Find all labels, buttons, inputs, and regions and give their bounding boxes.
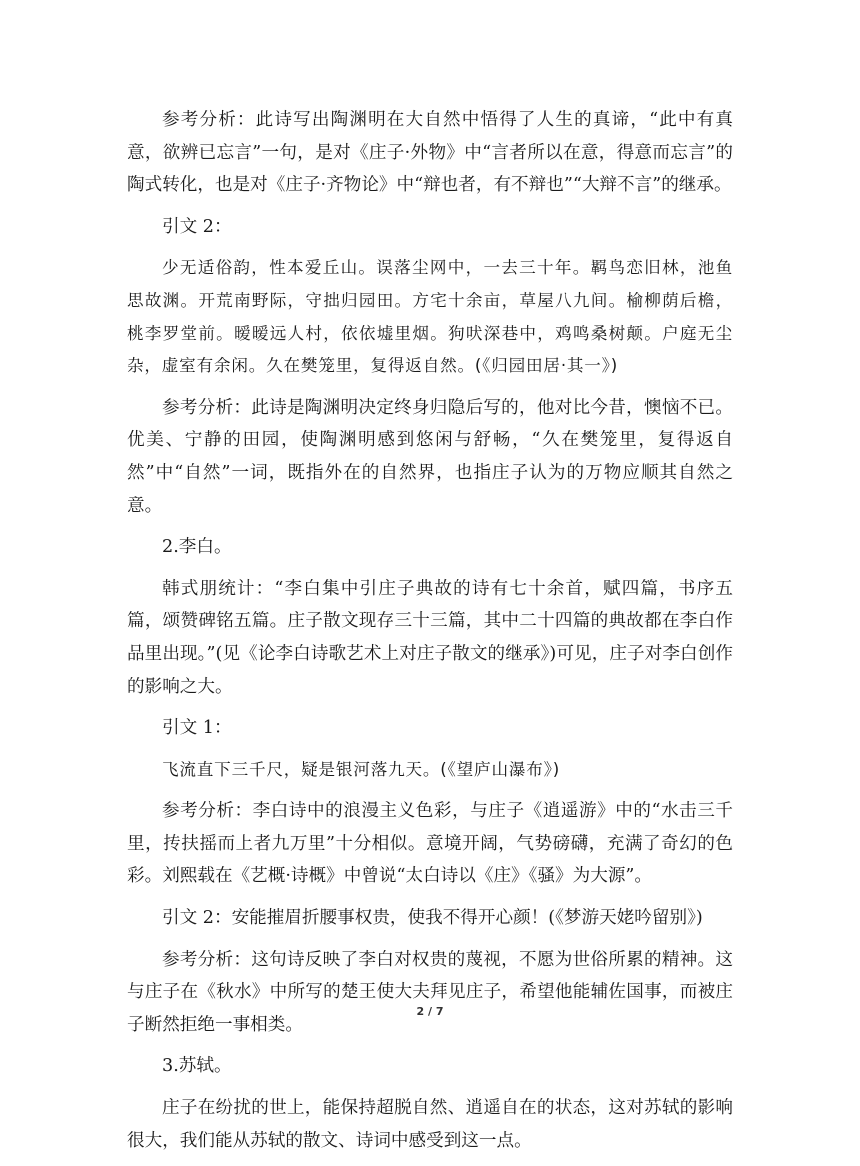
quote-heading: 引文 1：	[162, 718, 232, 739]
section-heading: 2.李白。	[162, 537, 232, 558]
quote-line: 引文 2：安能摧眉折腰事权贵，使我不得开心颜！(《梦游天姥吟留别》)	[162, 908, 703, 929]
analysis-paragraph: 参考分析：李白诗中的浪漫主义色彩，与庄子《逍遥游》中的“水击三千里，抟扶摇而上者九万里”十分相似。意境开阔，气势磅礴，充满了奇幻的色彩。刘熙载在《艺概·诗概》中曾说“太白诗以《庄》《骚》为大源”。	[127, 801, 733, 887]
body-paragraph: 庄子在纷扰的世上，能保持超脱自然、逍遥自在的状态，这对苏轼的影响很大，我们能从苏轼的散文、诗词中感受到这一点。	[127, 1098, 733, 1151]
section-heading: 3.苏轼。	[162, 1056, 232, 1077]
quote-heading: 引文 2：	[162, 216, 232, 237]
poem-quote: 飞流直下三千尺，疑是银河落九天。(《望庐山瀑布》)	[162, 759, 561, 779]
analysis-paragraph: 参考分析：这句诗反映了李白对权贵的蔑视，不愿为世俗所累的精神。这与庄子在《秋水》中所写的楚王使大夫拜见庄子，希望他能辅佐国事，而被庄子断然拒绝一事相类。	[127, 949, 733, 1035]
analysis-paragraph: 参考分析：此诗是陶渊明决定终身归隐后写的，他对比今昔，懊恼不已。优美、宁静的田园，使陶渊明感到悠闲与舒畅，“久在樊笼里，复得返自然”中“自然”一词，既指外在的自然界，也指庄子认为的万物应顺其自然之意。	[127, 397, 733, 516]
analysis-paragraph: 参考分析：此诗写出陶渊明在大自然中悟得了人生的真谛，“此中有真意，欲辨已忘言”一句，是对《庄子·外物》中“言者所以在意，得意而忘言”的陶式转化，也是对《庄子·齐物论》中“辩也者，有不辩也”“大辩不言”的继承。	[127, 110, 733, 196]
page-number: 2 / 7	[416, 1005, 444, 1018]
poem-quote: 少无适俗韵，性本爱丘山。误落尘网中，一去三十年。羁鸟恋旧林，池鱼思故渊。开荒南野际，守拙归园田。方宅十余亩，草屋八九间。榆柳荫后檐，桃李罗堂前。暧暧远人村，依依墟里烟。狗吠深巷中，鸡鸣桑树颠。户庭无尘杂，虚室有余闲。久在樊笼里，复得返自然。(《归园田居·其一》)	[127, 258, 733, 376]
body-paragraph: 韩式朋统计：“李白集中引庄子典故的诗有七十余首，赋四篇，书序五篇，颂赞碑铭五篇。庄子散文现存三十三篇，其中二十四篇的典故都在李白作品里出现。”(见《论李白诗歌艺术上对庄子散文的继承》)可见，庄子对李白创作的影响之大。	[127, 578, 733, 697]
